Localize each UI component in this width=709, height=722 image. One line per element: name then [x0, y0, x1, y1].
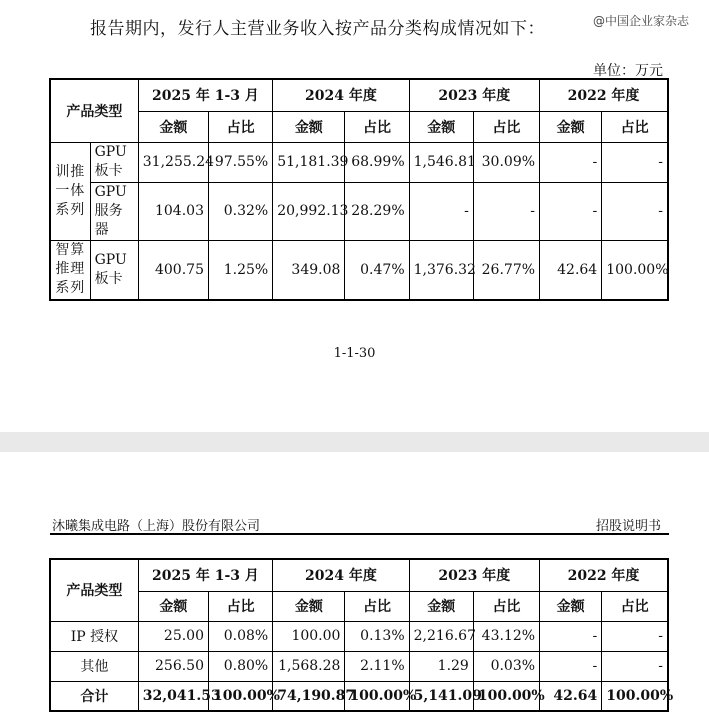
- value-cell: 51,181.39: [273, 142, 345, 182]
- value-cell: 25.00: [138, 621, 208, 651]
- value-cell: 1,376.32: [409, 240, 473, 300]
- value-cell: 68.99%: [345, 142, 409, 182]
- unit-label: 单位：万元: [593, 63, 663, 79]
- value-cell: 0.03%: [473, 651, 539, 681]
- value-cell: 349.08: [273, 240, 345, 300]
- table-row: [50, 240, 668, 300]
- value-cell: -: [602, 651, 668, 681]
- ratio-header: 占比: [208, 111, 272, 142]
- amount-header: 金额: [138, 591, 208, 621]
- period-header: 2024 年度: [273, 79, 409, 111]
- document-type: 招股说明书: [595, 519, 661, 534]
- value-cell: 42.64: [540, 681, 602, 711]
- table-row: [50, 651, 668, 681]
- value-cell: 30.09%: [473, 142, 539, 182]
- ratio-header: 占比: [602, 111, 668, 142]
- watermark: @中国企业家杂志: [592, 14, 689, 28]
- value-cell: 100.00%: [345, 681, 409, 711]
- value-cell: 5,141.09: [409, 681, 473, 711]
- category-cell: 训推一体系列: [50, 142, 90, 240]
- value-cell: 1,546.81: [409, 142, 473, 182]
- value-cell: -: [540, 651, 602, 681]
- value-cell: 100.00%: [602, 240, 668, 300]
- value-cell: 100.00%: [473, 681, 539, 711]
- page-separator: [0, 432, 709, 452]
- page-number: 1-1-30: [333, 346, 376, 361]
- value-cell: 0.47%: [345, 240, 409, 300]
- amount-header: 金额: [138, 111, 208, 142]
- ratio-header: 占比: [473, 111, 539, 142]
- amount-header: 金额: [540, 591, 602, 621]
- value-cell: 100.00: [273, 621, 345, 651]
- value-cell: 400.75: [138, 240, 208, 300]
- value-cell: 2.11%: [345, 651, 409, 681]
- value-cell: 256.50: [138, 651, 208, 681]
- value-cell: 104.03: [138, 182, 208, 240]
- value-cell: 42.64: [540, 240, 602, 300]
- value-cell: -: [409, 182, 473, 240]
- value-cell: 2,216.67: [409, 621, 473, 651]
- value-cell: 26.77%: [473, 240, 539, 300]
- value-cell: 0.13%: [345, 621, 409, 651]
- value-cell: 100.00%: [602, 681, 668, 711]
- amount-header: 金额: [273, 111, 345, 142]
- value-cell: 43.12%: [473, 621, 539, 651]
- value-cell: -: [540, 621, 602, 651]
- subcategory-cell: GPU 服务器: [90, 182, 138, 240]
- value-cell: -: [473, 182, 539, 240]
- company-name: 沐曦集成电路（上海）股份有限公司: [52, 519, 261, 534]
- row-label: IP 授权: [50, 621, 138, 651]
- value-cell: 0.08%: [209, 621, 273, 651]
- subcategory-cell: GPU 板卡: [90, 142, 138, 182]
- revenue-table-part2: [49, 558, 674, 712]
- product-type-header: 产品类型: [50, 79, 138, 142]
- value-cell: 1,568.28: [273, 651, 345, 681]
- period-header: 2023 年度: [409, 559, 539, 591]
- product-type-header: 产品类型: [50, 559, 138, 621]
- value-cell: 0.32%: [208, 182, 272, 240]
- value-cell: 32,041.53: [138, 681, 208, 711]
- period-header: 2022 年度: [540, 559, 668, 591]
- amount-header: 金额: [409, 111, 473, 142]
- value-cell: 1.29: [409, 651, 473, 681]
- period-header: 2023 年度: [409, 79, 539, 111]
- value-cell: 74,190.87: [273, 681, 345, 711]
- value-cell: 0.80%: [209, 651, 273, 681]
- period-header: 2025 年 1-3 月: [138, 559, 272, 591]
- value-cell: 31,255.24: [138, 142, 208, 182]
- value-cell: 28.29%: [345, 182, 409, 240]
- subcategory-cell: GPU 板卡: [90, 240, 138, 300]
- value-cell: 100.00%: [209, 681, 273, 711]
- ratio-header: 占比: [345, 111, 409, 142]
- value-cell: -: [602, 182, 668, 240]
- table-row: [50, 182, 668, 240]
- row-label: 其他: [50, 651, 138, 681]
- value-cell: -: [540, 142, 602, 182]
- ratio-header: 占比: [473, 591, 539, 621]
- period-header: 2024 年度: [273, 559, 409, 591]
- value-cell: 20,992.13: [273, 182, 345, 240]
- header-rule: [50, 533, 669, 535]
- amount-header: 金额: [540, 111, 602, 142]
- ratio-header: 占比: [209, 591, 273, 621]
- value-cell: -: [602, 142, 668, 182]
- table-row: [50, 142, 668, 182]
- period-header: 2025 年 1-3 月: [138, 79, 272, 111]
- row-label: 合计: [50, 681, 138, 711]
- value-cell: -: [602, 621, 668, 651]
- value-cell: 97.55%: [208, 142, 272, 182]
- value-cell: 1.25%: [208, 240, 272, 300]
- table-row: [50, 621, 668, 651]
- amount-header: 金额: [409, 591, 473, 621]
- revenue-table-part1: [49, 78, 669, 301]
- total-row: [50, 681, 668, 711]
- ratio-header: 占比: [602, 591, 668, 621]
- ratio-header: 占比: [345, 591, 409, 621]
- period-header: 2022 年度: [540, 79, 668, 111]
- value-cell: -: [540, 182, 602, 240]
- category-cell: 智算推理系列: [50, 240, 90, 300]
- amount-header: 金额: [273, 591, 345, 621]
- intro-text: 报告期内，发行人主营业务收入按产品分类构成情况如下：: [90, 19, 545, 39]
